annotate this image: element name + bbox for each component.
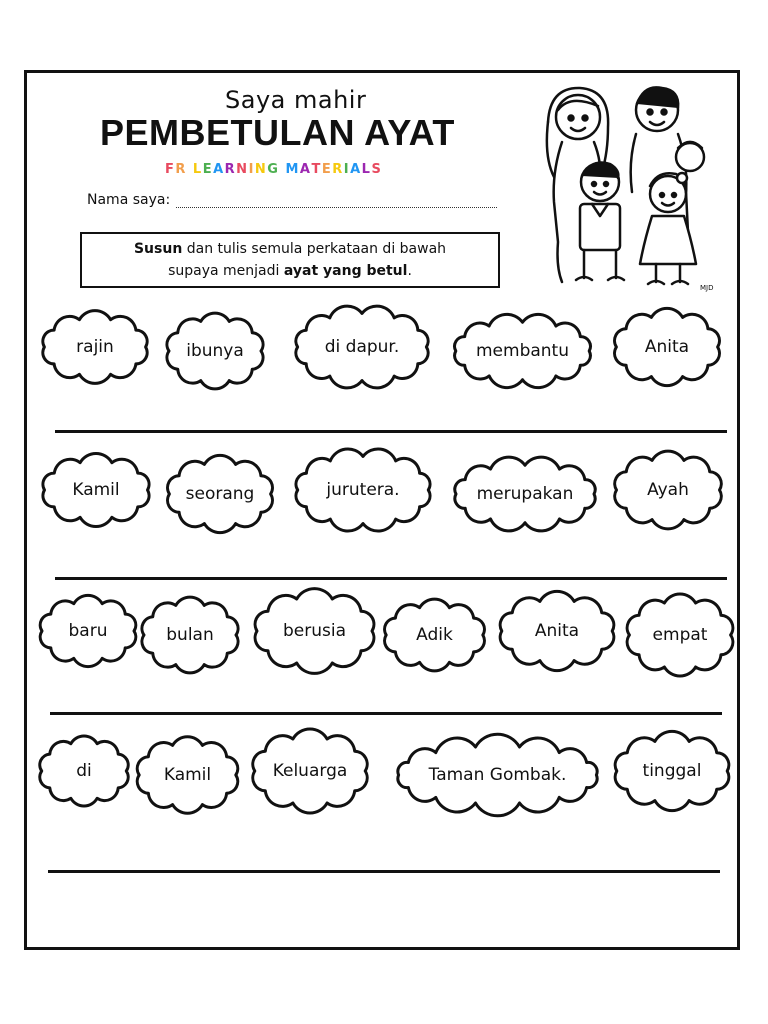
cloud-word: ibunya xyxy=(186,341,244,361)
instruction-bold-verb: Susun xyxy=(133,241,183,257)
word-cloud xyxy=(40,455,152,525)
word-cloud xyxy=(625,594,735,676)
word-cloud xyxy=(382,600,487,670)
instruction-end: . xyxy=(407,263,412,279)
word-cloud xyxy=(135,737,240,813)
word-cloud xyxy=(612,452,724,528)
word-cloud xyxy=(390,740,605,810)
cloud-word: rajin xyxy=(76,337,114,357)
instruction-box xyxy=(80,232,500,288)
name-field[interactable] xyxy=(87,192,497,208)
word-cloud xyxy=(250,730,370,812)
word-cloud xyxy=(38,736,130,806)
name-label: Nama saya: xyxy=(87,192,171,208)
word-cloud xyxy=(38,596,138,666)
word-cloud xyxy=(165,456,275,532)
brand-label: FR LEARNING MATERIALS xyxy=(165,162,383,177)
word-cloud xyxy=(497,593,617,669)
answer-line[interactable] xyxy=(48,870,720,873)
word-cloud xyxy=(252,590,377,672)
cloud-word: di dapur. xyxy=(324,337,400,357)
cloud-word: tinggal xyxy=(642,761,702,781)
cloud-word: Anita xyxy=(644,337,690,357)
worksheet-subtitle: Saya mahir xyxy=(225,86,367,114)
cloud-word: Ayah xyxy=(647,480,689,500)
cloud-word: membantu xyxy=(475,341,569,361)
cloud-word: Taman Gombak. xyxy=(428,765,567,785)
word-cloud xyxy=(612,733,732,809)
cloud-word: Kamil xyxy=(163,765,212,785)
answer-line[interactable] xyxy=(55,430,727,433)
cloud-word: Kamil xyxy=(72,480,120,500)
cloud-word: Anita xyxy=(534,621,580,641)
cloud-word: Adik xyxy=(416,625,453,645)
instruction-bold-phrase: ayat yang betul xyxy=(283,263,408,279)
name-input-line[interactable] xyxy=(176,195,497,208)
cloud-word: merupakan xyxy=(476,484,574,504)
word-cloud xyxy=(292,449,434,531)
word-cloud xyxy=(140,597,240,673)
cloud-word: baru xyxy=(68,621,108,641)
word-cloud xyxy=(165,313,265,389)
instruction-text-1: dan tulis semula perkataan di bawah xyxy=(182,241,447,257)
instruction-text-2: supaya menjadi xyxy=(168,263,284,279)
word-cloud xyxy=(450,459,600,529)
answer-line[interactable] xyxy=(50,712,722,715)
cloud-word: seorang xyxy=(185,484,255,504)
illustration-credit: MJD xyxy=(700,284,714,292)
cloud-word: jurutera. xyxy=(326,480,400,500)
cloud-word: empat xyxy=(652,625,708,645)
word-cloud xyxy=(612,309,722,385)
answer-line[interactable] xyxy=(55,577,727,580)
word-cloud xyxy=(450,316,595,386)
word-cloud xyxy=(40,312,150,382)
worksheet-title: PEMBETULAN AYAT xyxy=(100,112,455,153)
cloud-word: bulan xyxy=(166,625,214,645)
cloud-word: berusia xyxy=(282,621,346,641)
family-illustration xyxy=(540,82,720,297)
cloud-word: Keluarga xyxy=(272,761,348,781)
cloud-word: di xyxy=(76,761,92,781)
word-cloud xyxy=(292,306,432,388)
